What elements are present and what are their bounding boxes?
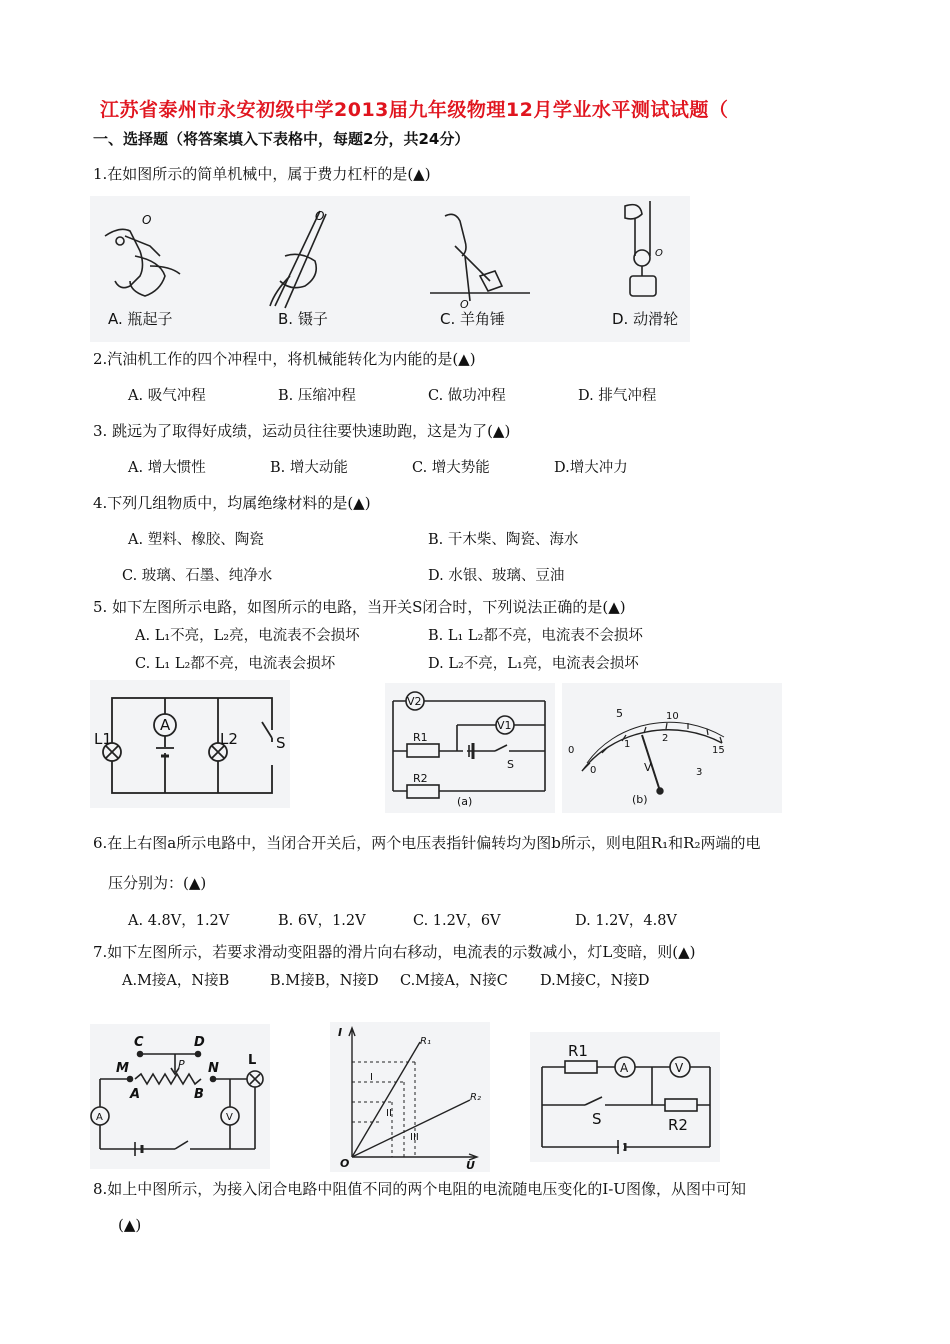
q8-region-3: III <box>410 1132 419 1143</box>
page-title: 江苏省泰州市永安初级中学2013届九年级物理12月学业水平测试试题（ <box>100 99 729 121</box>
q7-left-m: M <box>116 1061 129 1076</box>
q6-a-r1: R1 <box>413 731 428 744</box>
q7-rheostat-circuit <box>90 1024 270 1169</box>
q6-b-caption: (b) <box>632 793 648 806</box>
q7-left-a: A <box>130 1087 141 1102</box>
q6-b-bottom-1: 1 <box>624 739 631 750</box>
q7-left-d: D <box>194 1035 205 1050</box>
q1-pivot-b: O <box>315 209 325 223</box>
q6-option-b: B. 6V，1.2V <box>278 913 366 929</box>
q8-r1-label: R₁ <box>420 1036 431 1047</box>
q4-option-b: B. 干木柴、陶瓷、海水 <box>428 532 579 548</box>
q7-left-voltmeter: V <box>226 1112 233 1123</box>
q2-stem: 2.汽油机工作的四个冲程中，将机械能转化为内能的是(▲) <box>93 350 476 368</box>
q1-pivot-a: O <box>142 213 152 227</box>
q7-left-l: L <box>248 1053 257 1068</box>
q8-iu-graph <box>330 1022 490 1172</box>
q6-option-a: A. 4.8V，1.2V <box>128 913 230 929</box>
q2-option-c: C. 做功冲程 <box>428 388 506 404</box>
q6-a-switch: S <box>507 758 514 771</box>
q7-left-p: P <box>178 1058 185 1071</box>
q5-left-l2: L2 <box>220 730 238 748</box>
q7-option-a: A.M接A，N接B <box>122 973 230 989</box>
q7-left-ammeter: A <box>96 1112 103 1123</box>
q6-option-d: D. 1.2V，4.8V <box>575 913 677 929</box>
q7-option-c: C.M接A，N接C <box>400 973 508 989</box>
q3-option-d: D.增大冲力 <box>554 460 628 476</box>
q8-region-1: I <box>370 1072 373 1083</box>
q7-left-c: C <box>134 1035 144 1050</box>
q3-stem: 3. 跳远为了取得好成绩，运动员往往要快速助跑，这是为了(▲) <box>93 422 511 440</box>
q5-stem: 5. 如下左图所示电路，如图所示的电路，当开关S闭合时，下列说法正确的是(▲) <box>93 598 626 616</box>
q7-right-switch: S <box>592 1110 602 1128</box>
q7-right-circuit <box>530 1032 720 1162</box>
q1-label-b: B. 镊子 <box>278 310 328 328</box>
q8-region-2: II <box>386 1108 392 1119</box>
q7-right-r2: R2 <box>668 1116 688 1134</box>
q6-a-v1: V1 <box>497 719 512 732</box>
q4-stem: 4.下列几组物质中，均属绝缘材料的是(▲) <box>93 494 371 512</box>
q2-option-b: B. 压缩冲程 <box>278 388 356 404</box>
q5-left-circuit <box>90 680 290 808</box>
q1-label-d: D. 动滑轮 <box>612 310 679 328</box>
q5-option-c: C. L₁ L₂都不亮，电流表会损坏 <box>135 656 336 672</box>
q6-b-top-0: 0 <box>568 745 575 756</box>
q7-left-n: N <box>208 1061 219 1076</box>
q6-b-top-5: 5 <box>616 707 623 720</box>
q3-option-c: C. 增大势能 <box>412 460 490 476</box>
q7-stem: 7.如下左图所示，若要求滑动变阻器的滑片向右移动，电流表的示数减小，灯L变暗，则(▲) <box>93 943 696 961</box>
q8-axis-u: U <box>466 1159 475 1172</box>
q6-b-top-15: 15 <box>712 745 725 756</box>
q3-option-b: B. 增大动能 <box>270 460 348 476</box>
q1-figure <box>90 196 690 342</box>
q4-option-c: C. 玻璃、石墨、纯净水 <box>122 568 273 584</box>
q8-r2-label: R₂ <box>470 1092 481 1103</box>
q3-option-a: A. 增大惯性 <box>128 460 206 476</box>
section-heading: 一、选择题（将答案填入下表格中，每题2分，共24分） <box>93 130 470 148</box>
q2-option-d: D. 排气冲程 <box>578 388 657 404</box>
q4-option-d: D. 水银、玻璃、豆油 <box>428 568 565 584</box>
q5-option-a: A. L₁不亮，L₂亮，电流表不会损坏 <box>135 628 360 644</box>
q4-option-a: A. 塑料、橡胶、陶瓷 <box>128 532 264 548</box>
q6-stem-line1: 6.在上右图a所示电路中，当闭合开关后，两个电压表指针偏转均为图b所示，则电阻R₁和R₂两端的电 <box>93 834 761 852</box>
q6-b-top-10: 10 <box>666 711 679 722</box>
q7-left-b: B <box>194 1087 204 1102</box>
q5-left-switch: S <box>276 734 286 752</box>
q7-right-voltmeter: V <box>675 1061 684 1075</box>
q8-origin: O <box>340 1157 350 1170</box>
q2-option-a: A. 吸气冲程 <box>128 388 206 404</box>
q6-a-caption: (a) <box>457 795 473 808</box>
q6-b-v: V <box>644 761 652 774</box>
q1-label-c: C. 羊角锤 <box>440 310 506 328</box>
q6-option-c: C. 1.2V，6V <box>413 913 501 929</box>
q5-left-l1: L1 <box>94 730 112 748</box>
q5-option-b: B. L₁ L₂都不亮，电流表不会损坏 <box>428 628 643 644</box>
q6-stem-line2: 压分别为：(▲) <box>108 874 207 892</box>
q5-left-ammeter: A <box>160 716 171 734</box>
q8-mark: (▲) <box>118 1216 142 1234</box>
q6-voltmeter-b <box>562 683 782 813</box>
q6-b-bottom-3: 3 <box>696 767 703 778</box>
q8-stem: 8.如上中图所示，为接入闭合电路中阻值不同的两个电阻的电流随电压变化的I-U图像，从图中可知 <box>93 1180 746 1198</box>
q7-right-ammeter: A <box>620 1061 629 1075</box>
q6-circuit-a <box>385 683 555 813</box>
q1-pivot-c: O <box>460 298 469 311</box>
q5-option-d: D. L₂不亮，L₁亮，电流表会损坏 <box>428 656 639 672</box>
q1-stem: 1.在如图所示的简单机械中，属于费力杠杆的是(▲) <box>93 165 431 183</box>
q6-b-bottom-2: 2 <box>662 733 669 744</box>
q8-axis-i: I <box>338 1026 343 1039</box>
q7-right-r1: R1 <box>568 1042 588 1060</box>
q6-a-v2: V2 <box>407 695 422 708</box>
q1-pivot-d: O <box>655 248 663 259</box>
q6-b-bottom-0: 0 <box>590 765 597 776</box>
q1-label-a: A. 瓶起子 <box>108 310 173 328</box>
q7-option-d: D.M接C，N接D <box>540 973 650 989</box>
q7-option-b: B.M接B，N接D <box>270 973 379 989</box>
q6-a-r2: R2 <box>413 772 428 785</box>
